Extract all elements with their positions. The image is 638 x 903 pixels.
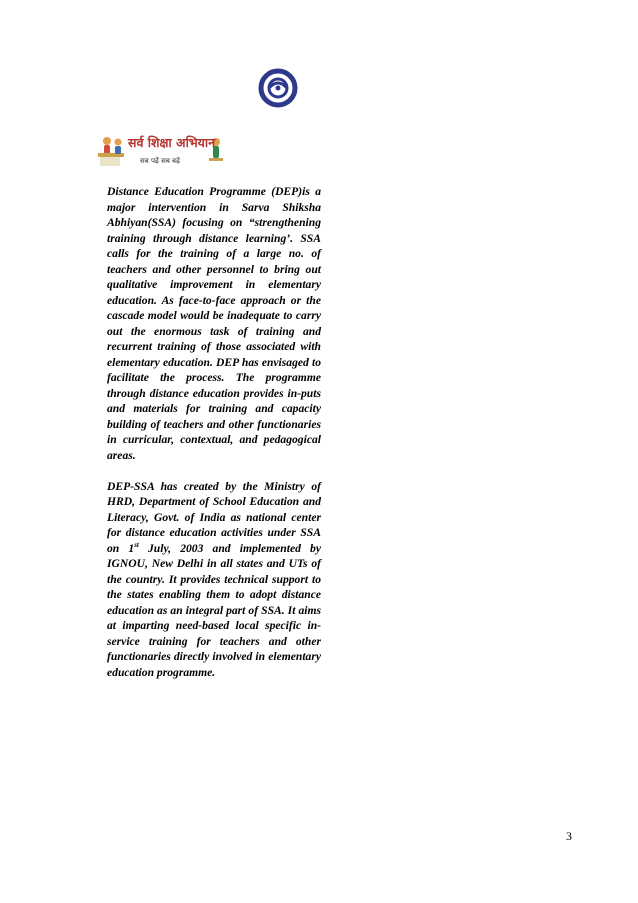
ssa-logo [98,132,224,172]
ordinal-superscript: st [134,540,139,549]
ssa-logo-tagline: सब पढ़ें सब बढ़ें [140,157,180,165]
paragraph-dep-intro: Distance Education Programme (DEP)is a major intervention in Sarva Shiksha Abhiyan(SSA) focusing on “strengthening training through distance learning’. SSA calls for the training of a large no. of teachers and other personnel to bring out qualitative improvement in elementary education. As face-to-face approach or the cascade model would be inadequate to carry out the enormous task of training and recurrent training of those associated with elementary education. DEP has envisaged to facilitate the process. The programme through distance education provides in-puts and materials for training and capacity building of teachers and other functionaries in curricular, contextual, and pedagogical areas. [107,185,321,462]
body-text [107,184,321,696]
paragraph-dep-ssa [107,479,321,681]
page-number: 3 [566,829,572,843]
ignou-logo [247,64,309,113]
paragraph-dep-ssa-part1: DEP-SSA has created by the Ministry of HRD, Department of School Education and Literacy, Govt. of India as national center for distance education activities under SSA on 1 [107,479,321,555]
ignou-logo-icon [247,64,309,113]
ssa-logo-title: सर्व शिक्षा अभियान [128,135,216,150]
paragraph-dep-ssa-part2: July, 2003 and implemented by IGNOU, New Delhi in all states and UTs of the country. It provides technical support to the states enabling them to adopt distance education as an integral part of SSA. It aims at imparting need-based local specific in-service training for teachers and other functionaries directly involved in elementary education programme. [107,541,321,679]
